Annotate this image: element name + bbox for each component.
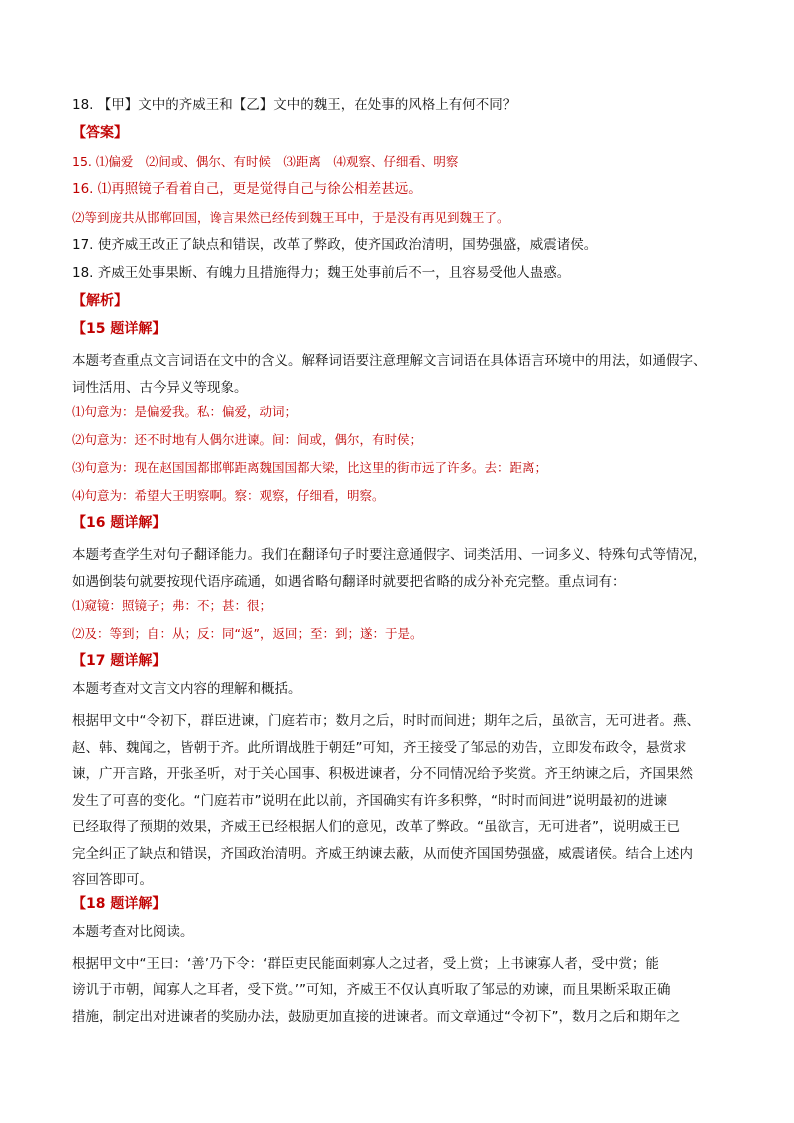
analysis-label: 【解析】: [72, 293, 128, 309]
answer-label: 【答案】: [72, 125, 128, 141]
answer-16-1: 16. ⑴再照镜子看着自己，更是觉得自己与徐公相差甚远。: [72, 181, 422, 197]
answer-17: 17. 使齐威王改正了缺点和错误，改革了弊政，使齐国政治清明，国势强盛，威震诸侯。: [72, 237, 598, 253]
text-line: 已经取得了预期的效果，齐威王已经根据人们的意见，改革了弊政。“虽欲言，无可进者”，说明威王已: [72, 819, 680, 835]
question-18: 18. 【甲】文中的齐威王和【乙】文中的魏王，在处事的风格上有何不同？: [72, 97, 517, 113]
detail-15-item: ⑵句意为：还不时地有人偶尔进谏。间：间或，偶尔，有时侯；: [72, 432, 423, 447]
text-line: 措施，制定出对进谏者的奖励办法，鼓励更加直接的进谏者。而文章通过“令初下”，数月之后和期年之: [72, 1008, 680, 1025]
text-line: 根据甲文中“令初下，群臣进谏，门庭若市；数月之后，时时而间进；期年之后，虽欲言，无可进者。燕、: [72, 713, 700, 729]
detail-15-label: 【15 题详解】: [72, 321, 167, 337]
detail-17-intro: 本题考查对文言文内容的理解和概括。: [72, 681, 302, 697]
detail-15-item: ⑷句意为：希望大王明察啊。察：观察，仔细看，明察。: [72, 488, 385, 503]
answer-15: 15. ⑴偏爱 ⑵间或、偶尔、有时候 ⑶距离 ⑷观察、仔细看、明察: [72, 154, 459, 169]
text-line: 容回答即可。: [72, 872, 153, 888]
detail-16-intro: [72, 542, 732, 595]
detail-16-item: ⑴窥镜：照镜子；弗：不；甚：很；: [72, 598, 273, 613]
detail-18-label: 【18 题详解】: [72, 895, 167, 912]
detail-17-body: [72, 708, 732, 894]
text-line: 谤讥于市朝，闻寡人之耳者，受下赏。’”可知，齐威王不仅认真听取了邹忌的劝谏，而且果断采取正确: [72, 982, 671, 998]
text-line: 如遇倒装句就要按现代语序疏通，如遇省略句翻译时就要把省略的成分补充完整。重点词有：: [72, 573, 626, 590]
text-line: 完全纠正了缺点和错误，齐国政治清明。齐威王纳谏去蔽，从而使齐国国势强盛，威震诸侯。结合上述内: [72, 845, 693, 862]
text-line: 本题考查重点文言词语在文中的含义。解释词语要注意理解文言词语在具体语言环境中的用法，如通假字、: [72, 353, 707, 369]
text-line: 赵、韩、魏闻之，皆朝于齐。此所谓战胜于朝廷”可知，齐王接受了邹忌的劝告，立即发布政令，悬赏求: [72, 739, 687, 756]
detail-18-intro: 本题考查对比阅读。: [72, 923, 194, 940]
detail-15-item: ⑶句意为：现在赵国国都邯郸距离魏国国都大梁，比这里的街市远了许多。去：距离；: [72, 460, 548, 475]
detail-17-label: 【17 题详解】: [72, 653, 167, 669]
detail-15-intro: [72, 348, 732, 401]
answer-18: 18. 齐威王处事果断、有魄力且措施得力；魏王处事前后不一，且容易受他人蛊惑。: [72, 265, 571, 281]
detail-16-item: ⑵及：等到；自：从；反：同“返”，返回；至：到；遂：于是。: [72, 626, 423, 641]
text-line: 本题考查学生对句子翻译能力。我们在翻译句子时要注意通假字、词类活用、一词多义、特殊句式等情况，: [72, 547, 707, 563]
text-line: 发生了可喜的变化。“门庭若市”说明在此以前，齐国确实有许多积弊，“时时而间进”说明最初的进谏: [72, 792, 667, 809]
detail-18-body: [72, 951, 732, 1031]
answer-16-2: ⑵等到庞共从邯郸回国，谗言果然已经传到魏王耳中，于是没有再见到魏王了。: [72, 210, 510, 225]
text-line: 谏，广开言路，开张圣听，对于关心国事、积极进谏者，分不同情况给予奖赏。齐王纳谏之后，齐国果然: [72, 766, 693, 782]
document-page: [72, 96, 732, 1031]
detail-16-label: 【16 题详解】: [72, 515, 167, 531]
text-line: 词性活用、古今异义等现象。: [72, 379, 248, 396]
detail-15-item: ⑴句意为：是偏爱我。私：偏爱，动词；: [72, 404, 298, 419]
text-line: 根据甲文中“王曰：‘善’乃下令：‘群臣吏民能面刺寡人之过者，受上赏；上书谏寡人者，受中赏；能: [72, 955, 659, 972]
